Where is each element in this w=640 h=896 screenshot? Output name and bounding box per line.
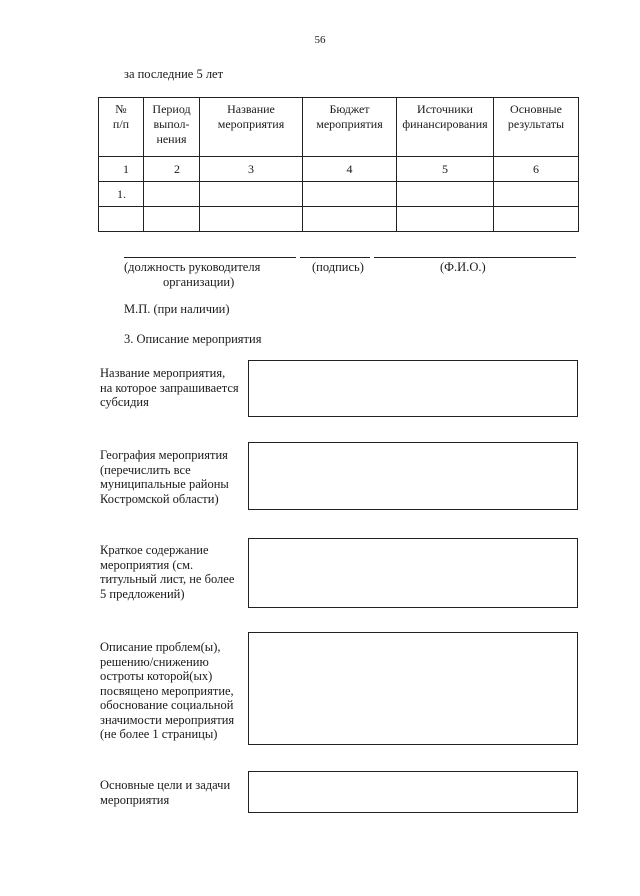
header-line: Источники — [417, 102, 473, 116]
column-number: 1 — [99, 157, 144, 182]
label-line: (не более 1 страницы) — [100, 727, 218, 741]
table-row — [99, 182, 579, 207]
header-line: нения — [156, 132, 187, 146]
column-number: 4 — [303, 157, 397, 182]
label-line: Название мероприятия, — [100, 366, 226, 380]
seal-note: М.П. (при наличии) — [124, 302, 230, 316]
header-cell-results — [494, 98, 579, 157]
table-cell[interactable] — [494, 207, 579, 232]
column-number: 3 — [200, 157, 303, 182]
table-cell[interactable] — [397, 207, 494, 232]
table-header-row — [99, 98, 579, 157]
position-caption-line: (должность руководителя — [124, 260, 261, 274]
table-cell[interactable] — [303, 182, 397, 207]
signature-caption: (подпись) — [312, 260, 364, 274]
position-caption — [124, 260, 304, 290]
label-line: мероприятия (см. — [100, 557, 194, 572]
field-label-event-name — [100, 366, 246, 410]
header-cell-period — [144, 98, 200, 157]
field-label-problem-description — [100, 640, 246, 742]
position-signature-line[interactable] — [124, 257, 296, 258]
column-number: 6 — [494, 157, 579, 182]
header-line: мероприятия — [316, 117, 383, 131]
table-cell[interactable] — [200, 207, 303, 232]
header-line: результаты — [507, 117, 565, 131]
label-line: мероприятия — [100, 792, 170, 807]
table-intro-text: за последние 5 лет — [124, 67, 224, 81]
header-line: п/п — [112, 117, 130, 131]
event-name-input[interactable] — [248, 360, 578, 417]
label-line: Описание проблем(ы), — [100, 640, 221, 654]
label-line: (перечислить все — [100, 462, 191, 477]
header-line: № — [115, 102, 127, 116]
header-line: Период — [152, 102, 191, 116]
header-line: финансирования — [402, 117, 488, 131]
label-line: 5 предложений) — [100, 586, 185, 601]
table-cell[interactable] — [144, 207, 200, 232]
column-number: 5 — [397, 157, 494, 182]
header-line: выпол- — [153, 117, 190, 131]
column-numbers-row — [99, 157, 579, 182]
summary-input[interactable] — [248, 538, 578, 608]
label-line: Основные цели и задачи — [100, 778, 231, 792]
label-line: География мероприятия — [100, 448, 228, 462]
label-line: решению/снижению — [100, 654, 209, 669]
section-title: 3. Описание мероприятия — [124, 332, 262, 346]
label-line: обоснование социальной — [100, 698, 234, 712]
table-row — [99, 207, 579, 232]
header-line: Бюджет — [329, 102, 370, 116]
field-label-goals — [100, 778, 246, 807]
table-cell[interactable] — [144, 182, 200, 207]
problem-description-input[interactable] — [248, 632, 578, 745]
header-cell-number — [99, 98, 144, 157]
header-cell-event-name — [200, 98, 303, 157]
previous-events-table — [98, 97, 579, 232]
geography-input[interactable] — [248, 442, 578, 510]
table-cell[interactable] — [99, 207, 144, 232]
position-caption-line: организации) — [163, 275, 235, 289]
header-line: мероприятия — [217, 117, 285, 131]
name-caption: (Ф.И.О.) — [440, 260, 486, 274]
label-line: посвящено мероприятие, — [100, 683, 234, 698]
field-label-summary — [100, 543, 246, 601]
name-signature-line[interactable] — [374, 257, 576, 258]
table-cell[interactable] — [494, 182, 579, 207]
header-cell-funding-sources — [397, 98, 494, 157]
column-number: 2 — [144, 157, 200, 182]
signature-line[interactable] — [300, 257, 370, 258]
label-line: Костромской области) — [100, 491, 219, 506]
header-line: Название — [227, 102, 275, 116]
label-line: титульный лист, не более — [100, 572, 235, 586]
field-label-geography — [100, 448, 246, 506]
page-number: 56 — [314, 34, 326, 46]
table-cell[interactable] — [303, 207, 397, 232]
table-cell[interactable] — [397, 182, 494, 207]
label-line: на которое запрашивается — [100, 380, 239, 395]
goals-input[interactable] — [248, 771, 578, 813]
header-cell-budget — [303, 98, 397, 157]
label-line: Краткое содержание — [100, 543, 209, 557]
label-line: муниципальные районы — [100, 477, 229, 491]
header-line: Основные — [510, 102, 562, 116]
table-cell[interactable] — [200, 182, 303, 207]
label-line: остроты которой(ых) — [100, 669, 213, 683]
label-line: значимости мероприятия — [100, 712, 235, 727]
table-cell[interactable]: 1. — [99, 182, 144, 207]
label-line: субсидия — [100, 395, 149, 409]
